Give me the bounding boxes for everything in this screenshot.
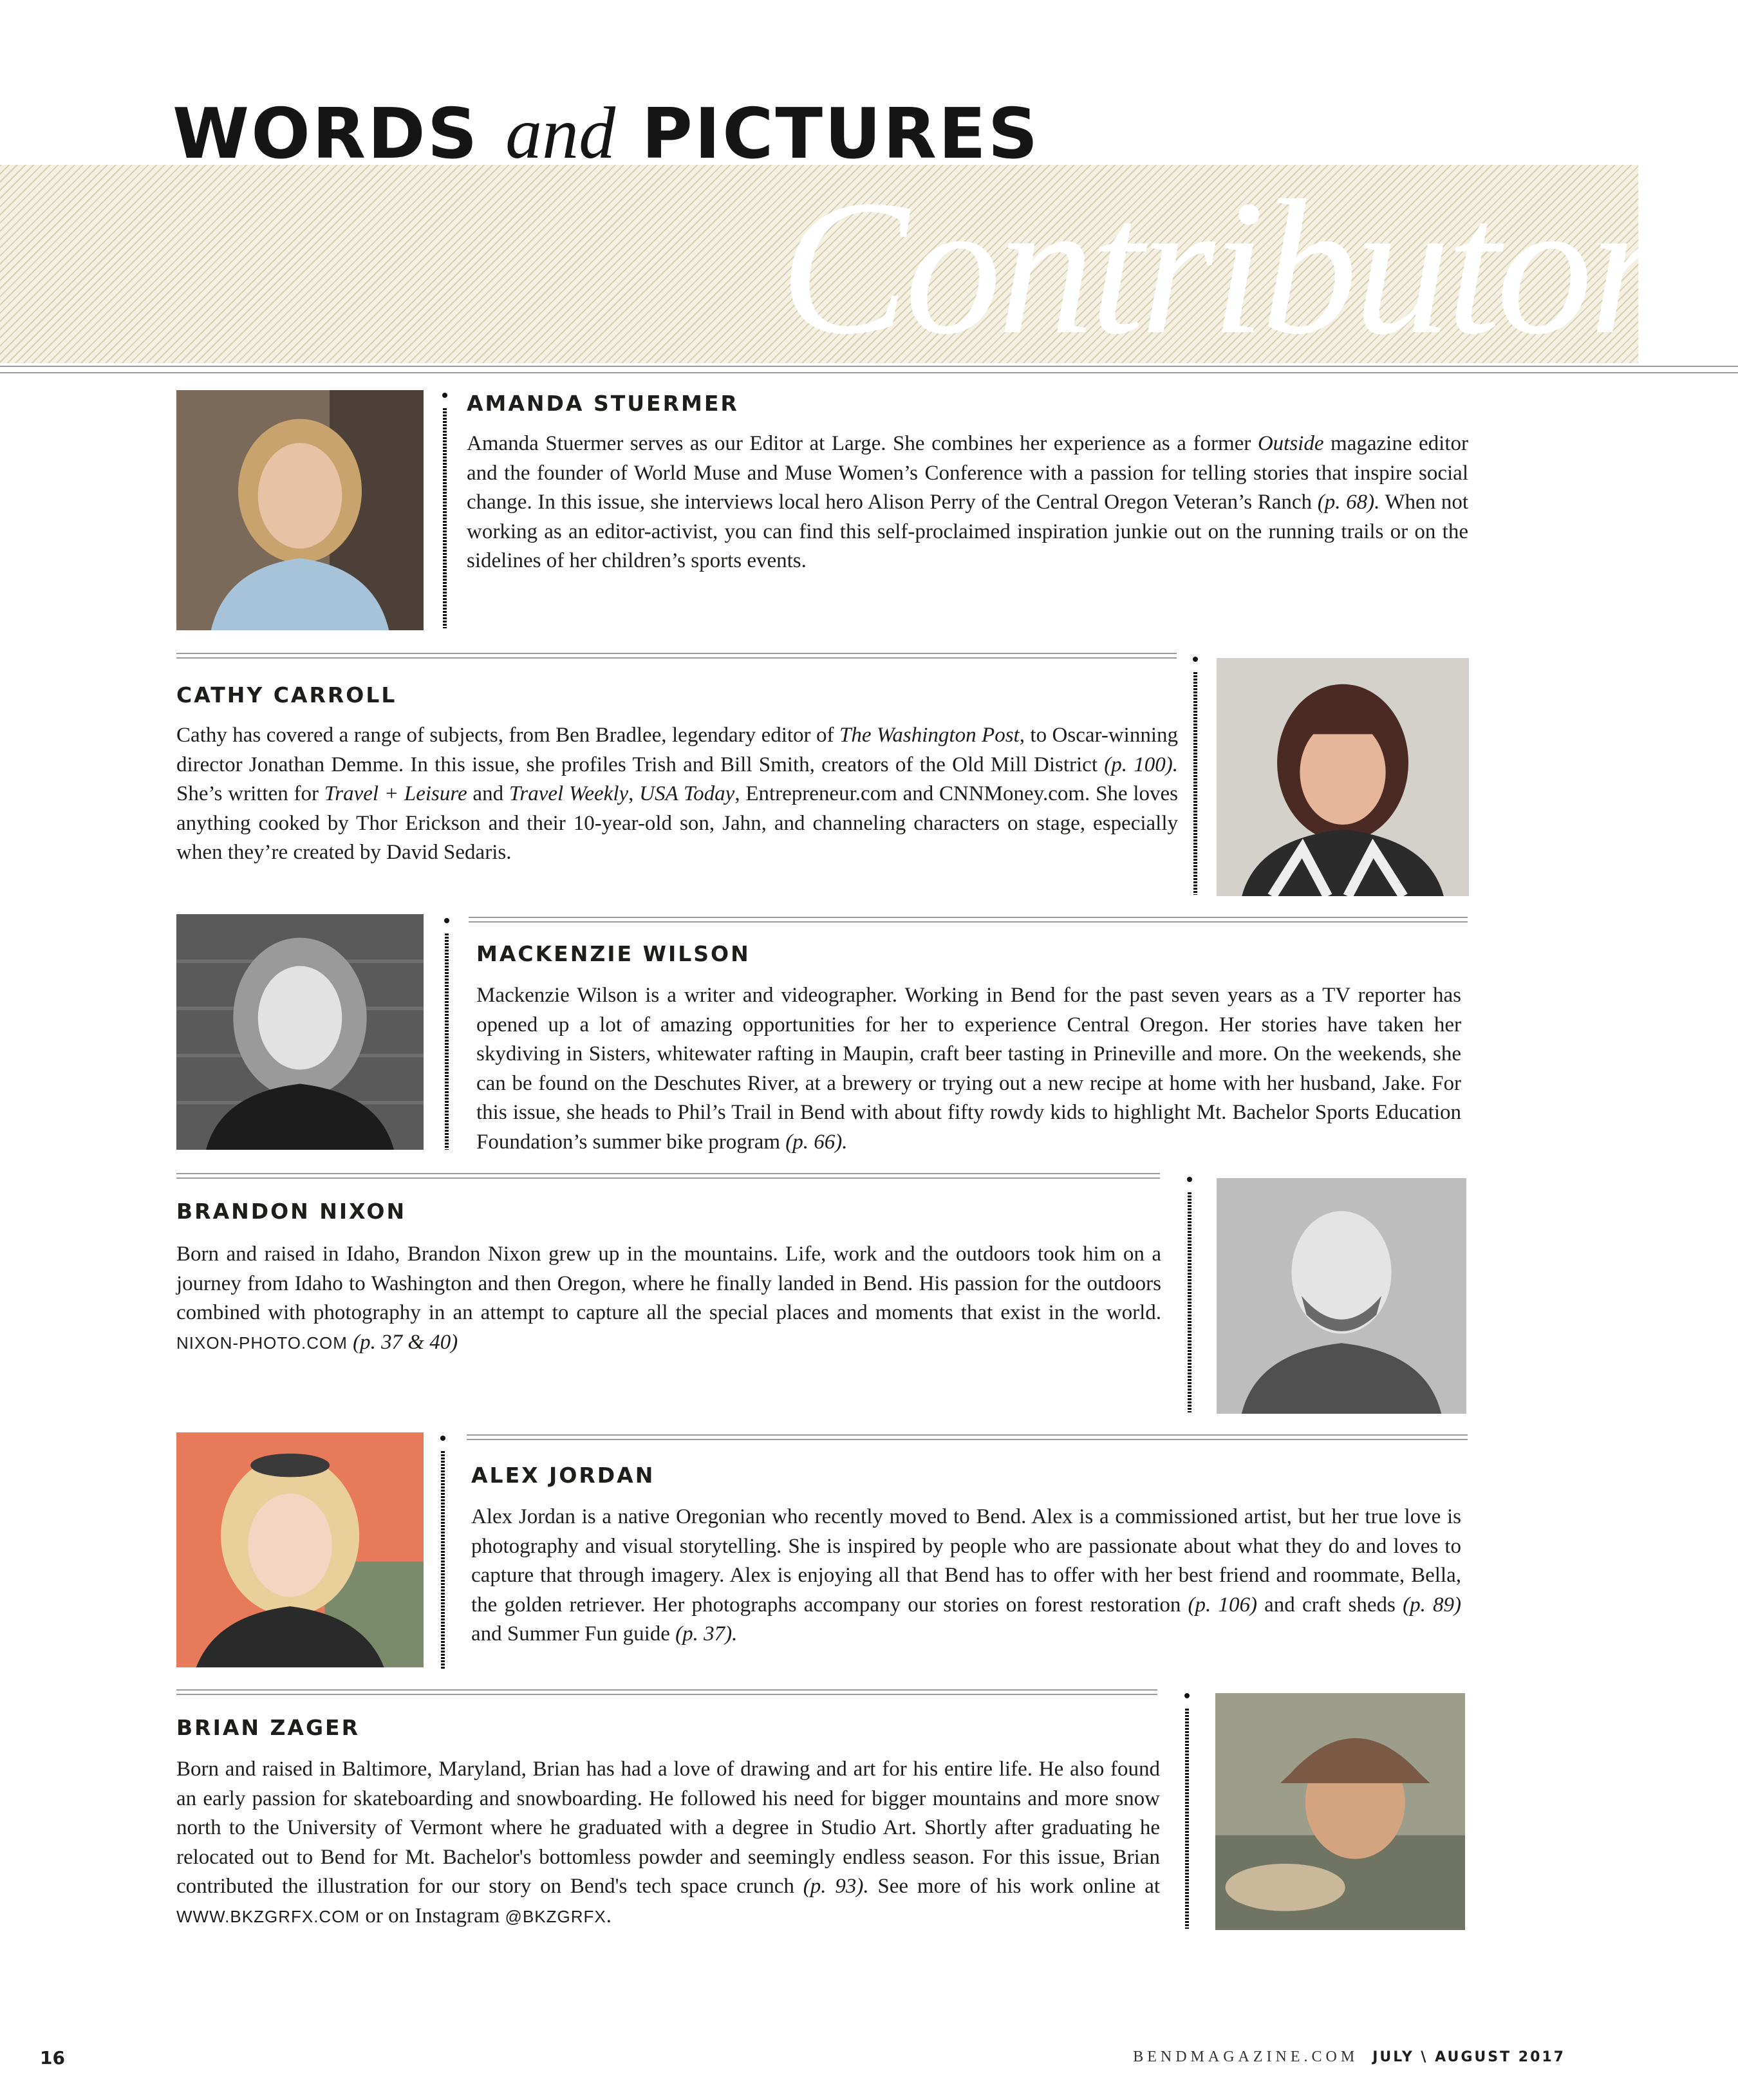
- folio-site: BENDMAGAZINE.COM: [1133, 2048, 1359, 2065]
- contributor-bio: [176, 1240, 1161, 1358]
- bio-text-run: [348, 1331, 353, 1354]
- bio-text-run: and craft sheds: [1257, 1593, 1403, 1617]
- contributor-photo-mackenzie-wilson: [176, 914, 424, 1150]
- bio-italic-run: USA Today: [639, 782, 735, 805]
- bio-link-text: WWW.BKZGRFX.COM: [176, 1906, 360, 1926]
- bio-text-run: Mackenzie Wilson is a writer and videographer. Working in Bend for the past seven years as a TV reporter has opened up a lot of amazing opportunities for her to experience Central Oregon. Her stories have taken her skydiving in Sisters, whitewater rafting in Maupin, craft beer tasting in Prineville and more. On the weekends, she can be found on the Deschutes River, at a brewery or trying out a new recipe at home with her husband, Jake. For this issue, she heads to Phil’s Trail in Bend with about fifty rowdy kids to highlight Mt. Bachelor Sports Education Foundation’s summer bike program: [476, 984, 1461, 1154]
- section-rule: [467, 1434, 1468, 1440]
- dotted-divider: [1187, 1177, 1192, 1412]
- bio-italic-run: The Washington Post: [839, 724, 1020, 747]
- portrait-photo-icon: [1217, 1178, 1466, 1414]
- bio-link-text: @BKZGRFX: [505, 1906, 606, 1926]
- banner-script-word: Contributors: [780, 160, 1732, 374]
- bio-italic-run: (p. 37 & 40): [353, 1330, 458, 1354]
- folio-issue: JULY \ AUGUST 2017: [1372, 2049, 1565, 2065]
- bio-text-run: magazine editor and the founder of World Muse and Muse Women’s Conference with a passion for telling stories that inspire social change. In this issue, she interviews local hero Alison Perry of the Central Oregon Veteran’s Ranch: [467, 432, 1468, 514]
- contributor-photo-brian-zager: [1215, 1693, 1465, 1930]
- bio-text-run: , Entrepreneur.com and CNNMoney.com. She loves anything cooked by Thor Erickson and their 10-year-old son, Jahn, and channeling characters on stage, especially when they’re created by David Sedaris.: [176, 782, 1178, 864]
- portrait-photo-icon: [1215, 1693, 1465, 1930]
- header-divider: [0, 366, 1738, 373]
- section-rule: [176, 1173, 1160, 1179]
- bio-text-run: ,: [628, 782, 640, 805]
- folio: [1133, 2048, 1565, 2066]
- bio-text-run: or on Instagram: [360, 1904, 505, 1927]
- contributor-name: BRIAN ZAGER: [176, 1715, 360, 1740]
- contributor-photo-alex-jordan: [176, 1432, 424, 1667]
- section-rule: [176, 653, 1177, 659]
- page-title: [173, 92, 1040, 174]
- dotted-divider: [442, 393, 447, 628]
- section-rule: [176, 1689, 1157, 1695]
- page-number: 16: [40, 2047, 65, 2068]
- contributor-name: ALEX JORDAN: [471, 1463, 655, 1488]
- contributor-photo-cathy-carroll: [1217, 658, 1469, 896]
- contributor-name: MACKENZIE WILSON: [476, 941, 751, 966]
- bio-text-run: Amanda Stuermer serves as our Editor at Large. She combines her experience as a former: [467, 432, 1258, 455]
- bio-text-run: .: [606, 1904, 612, 1927]
- title-word-pictures: PICTURES: [641, 94, 1040, 174]
- section-rule: [469, 917, 1468, 923]
- title-word-words: WORDS: [173, 94, 480, 174]
- bio-italic-run: (p. 68).: [1317, 491, 1380, 514]
- contributor-name: CATHY CARROLL: [176, 682, 397, 708]
- portrait-photo-icon: [1217, 658, 1469, 896]
- portrait-photo-icon: [176, 1432, 424, 1667]
- dotted-divider: [444, 918, 449, 1150]
- bio-italic-run: Travel + Leisure: [324, 782, 467, 805]
- bio-italic-run: (p. 37).: [675, 1622, 738, 1645]
- bio-text-run: Cathy has covered a range of subjects, from Ben Bradlee, legendary editor of: [176, 724, 839, 747]
- bio-text-run: and Summer Fun guide: [471, 1622, 676, 1645]
- bio-text-run: Alex Jordan is a native Oregonian who recently moved to Bend. Alex is a commissioned artist, but her true love is photography and visual storytelling. She is inspired by people who are passionate about what they do and loves to capture that through imagery. Alex is enjoying all that Bend has to offer with her best friend and roommate, Bella, the golden retriever. Her photographs accompany our stories on forest restoration: [471, 1505, 1461, 1617]
- contributor-photo-amanda-stuermer: [176, 390, 424, 630]
- bio-italic-run: (p. 106): [1188, 1593, 1257, 1617]
- contributor-bio: [467, 429, 1468, 576]
- bio-italic-run: (p. 93).: [803, 1875, 869, 1898]
- bio-text-run: Born and raised in Idaho, Brandon Nixon grew up in the mountains. Life, work and the outdoors took him on a journey from Idaho to Washington and then Oregon, where he finally landed in Bend. His passion for the outdoors combined with photography in an attempt to capture all the special places and moments that exist in the world.: [176, 1242, 1161, 1324]
- contributor-bio: [176, 721, 1178, 868]
- dotted-divider: [1184, 1693, 1190, 1929]
- contributor-bio: [471, 1503, 1461, 1649]
- bio-italic-run: (p. 89): [1403, 1593, 1461, 1617]
- bio-text-run: See more of his work online at: [868, 1875, 1161, 1898]
- bio-text-run: Born and raised in Baltimore, Maryland, Brian has had a love of drawing and art for his entire life. He also found an early passion for skateboarding and snowboarding. He followed his need for bigger mountains and more snow north to the University of Vermont where he graduated with a degree in Studio Art. Shortly after graduating he relocated out to Bend for Mt. Bachelor's bottomless powder and seemingly endless season. For this issue, Brian contributed the illustration for our story on Bend's tech space crunch: [176, 1758, 1160, 1898]
- contributor-photo-brandon-nixon: [1217, 1178, 1466, 1414]
- contributor-name: BRANDON NIXON: [176, 1199, 407, 1224]
- bio-italic-run: Travel Weekly: [509, 782, 629, 805]
- bio-italic-run: Outside: [1257, 432, 1324, 455]
- bio-italic-run: (p. 66).: [785, 1130, 848, 1154]
- dotted-divider: [1193, 657, 1198, 895]
- bio-text-run: , to Oscar-winning director Jonathan Demme. In this issue, she profiles Trish and Bill Smith, creators of the Old Mill District: [176, 724, 1178, 776]
- contributor-bio: [176, 1755, 1160, 1931]
- portrait-photo-icon: [176, 390, 424, 630]
- bio-link-text: NIXON-PHOTO.COM: [176, 1333, 348, 1353]
- portrait-photo-icon: [176, 914, 424, 1150]
- bio-text-run: and: [467, 782, 509, 805]
- title-word-and: and: [505, 92, 616, 174]
- contributor-bio: [476, 981, 1461, 1157]
- bio-italic-run: (p. 100).: [1104, 753, 1179, 776]
- bio-text-run: When not working as an editor-activist, you can find this self-proclaimed inspiration junkie out on the running trails or on the sidelines of her children’s sports events.: [467, 491, 1468, 572]
- contributor-name: AMANDA STUERMER: [467, 391, 739, 416]
- dotted-divider: [440, 1436, 445, 1670]
- bio-text-run: She’s written for: [176, 782, 324, 805]
